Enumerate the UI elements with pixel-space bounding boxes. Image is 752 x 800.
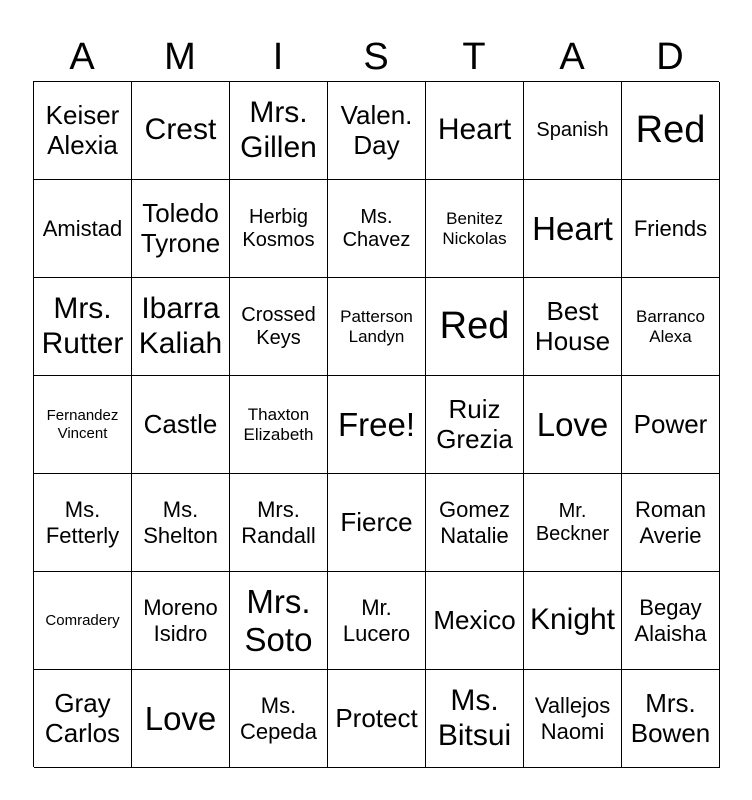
header-letter: M <box>164 36 196 78</box>
cell-text: Thaxton Elizabeth <box>243 404 314 444</box>
bingo-cell[interactable] <box>426 376 524 474</box>
cell-text: Valen. Day <box>340 99 413 160</box>
cell-text: Fierce <box>340 506 413 537</box>
bingo-cell[interactable] <box>622 572 720 670</box>
bingo-cell[interactable] <box>132 180 230 278</box>
cell-text: Comradery <box>45 611 120 629</box>
cell-text: Ms. Chavez <box>342 205 411 251</box>
bingo-cell[interactable] <box>622 376 720 474</box>
cell-text: Ruiz Grezia <box>436 393 513 454</box>
header-letter: I <box>272 36 284 78</box>
bingo-cell[interactable] <box>34 474 132 572</box>
cell-text: Mexico <box>433 604 516 635</box>
bingo-cell[interactable] <box>524 376 622 474</box>
header-letter: D <box>656 36 684 78</box>
cell-text: Mrs. Randall <box>241 497 316 548</box>
bingo-cell[interactable] <box>34 670 132 768</box>
cell-text: Crossed Keys <box>241 303 316 349</box>
cell-text: Ms. Fetterly <box>45 497 120 548</box>
cell-text: Mr. Lucero <box>342 595 411 646</box>
header-letter: S <box>363 36 389 78</box>
cell-text: Gray Carlos <box>44 687 121 748</box>
cell-text: Fernandez Vincent <box>46 407 119 442</box>
bingo-cell[interactable] <box>132 572 230 670</box>
bingo-cell[interactable] <box>132 670 230 768</box>
cell-text: Protect <box>335 702 418 733</box>
cell-text: Power <box>633 408 708 439</box>
bingo-cell[interactable] <box>622 82 720 180</box>
bingo-cell[interactable] <box>132 82 230 180</box>
bingo-cell[interactable] <box>230 474 328 572</box>
cell-text: Moreno Isidro <box>143 595 218 646</box>
bingo-cell[interactable] <box>34 572 132 670</box>
bingo-cell[interactable] <box>622 180 720 278</box>
cell-text: Free! <box>337 405 416 443</box>
cell-text: Heart <box>532 209 613 247</box>
bingo-cell[interactable] <box>132 278 230 376</box>
bingo-cell[interactable] <box>34 82 132 180</box>
bingo-cell[interactable] <box>230 82 328 180</box>
bingo-cell[interactable] <box>622 278 720 376</box>
bingo-cell[interactable] <box>426 278 524 376</box>
bingo-cell[interactable] <box>328 180 426 278</box>
header-letter: A <box>69 36 95 78</box>
bingo-grid <box>33 81 719 767</box>
cell-text: Keiser Alexia <box>45 99 120 160</box>
bingo-cell[interactable] <box>426 180 524 278</box>
cell-text: Heart <box>437 113 512 147</box>
cell-text: Roman Averie <box>635 497 706 548</box>
cell-text: Love <box>144 699 217 737</box>
bingo-cell[interactable] <box>426 572 524 670</box>
bingo-cell[interactable] <box>132 474 230 572</box>
cell-text: Mr. Beckner <box>535 499 610 545</box>
cell-text: Mrs. Soto <box>244 582 313 658</box>
bingo-cell[interactable] <box>524 278 622 376</box>
bingo-cell[interactable] <box>426 670 524 768</box>
bingo-cell[interactable] <box>34 180 132 278</box>
cell-text: Mrs. Gillen <box>240 96 317 164</box>
bingo-cell[interactable] <box>524 82 622 180</box>
cell-text: Ms. Cepeda <box>239 693 318 744</box>
cell-text: Friends <box>633 215 708 241</box>
bingo-cell[interactable] <box>328 572 426 670</box>
bingo-cell[interactable] <box>34 278 132 376</box>
bingo-cell[interactable] <box>230 278 328 376</box>
cell-text: Barranco Alexa <box>636 306 705 346</box>
header-letter: A <box>559 36 585 78</box>
cell-text: Gomez Natalie <box>439 497 510 548</box>
cell-text: Mrs. Rutter <box>41 292 124 360</box>
bingo-cell[interactable] <box>328 82 426 180</box>
bingo-cell[interactable] <box>132 376 230 474</box>
cell-text: Ibarra Kaliah <box>138 292 223 360</box>
cell-text: Ms. Shelton <box>143 497 218 548</box>
bingo-cell[interactable] <box>622 474 720 572</box>
cell-text: Crest <box>144 113 217 147</box>
cell-text: Benitez Nickolas <box>442 208 507 248</box>
bingo-cell[interactable] <box>328 474 426 572</box>
cell-text: Love <box>536 405 609 443</box>
bingo-cell[interactable] <box>328 376 426 474</box>
bingo-cell[interactable] <box>230 572 328 670</box>
bingo-cell[interactable] <box>524 572 622 670</box>
bingo-cell[interactable] <box>426 82 524 180</box>
cell-text: Best House <box>534 295 611 356</box>
cell-text: Patterson Landyn <box>340 306 413 346</box>
bingo-cell[interactable] <box>524 474 622 572</box>
header-letter: T <box>462 36 486 78</box>
cell-text: Amistad <box>42 215 123 241</box>
cell-text: Spanish <box>536 119 609 141</box>
cell-text: Knight <box>529 603 616 637</box>
cell-text: Red <box>635 108 706 151</box>
cell-text: Begay Alaisha <box>634 595 707 646</box>
cell-text: Toledo Tyrone <box>140 197 221 258</box>
cell-text: Vallejos Naomi <box>534 693 611 744</box>
bingo-cell[interactable] <box>34 376 132 474</box>
bingo-cell[interactable] <box>524 670 622 768</box>
bingo-cell[interactable] <box>230 180 328 278</box>
bingo-cell[interactable] <box>622 670 720 768</box>
bingo-cell[interactable] <box>524 180 622 278</box>
bingo-cell[interactable] <box>426 474 524 572</box>
bingo-cell[interactable] <box>230 670 328 768</box>
cell-text: Ms. Bitsui <box>437 684 512 752</box>
cell-text: Herbig Kosmos <box>242 205 315 251</box>
bingo-header <box>33 34 719 80</box>
bingo-cell[interactable] <box>328 278 426 376</box>
cell-text: Castle <box>143 408 218 439</box>
bingo-cell[interactable] <box>328 670 426 768</box>
cell-text: Mrs. Bowen <box>630 687 711 748</box>
cell-text: Red <box>439 304 510 347</box>
bingo-cell[interactable] <box>230 376 328 474</box>
